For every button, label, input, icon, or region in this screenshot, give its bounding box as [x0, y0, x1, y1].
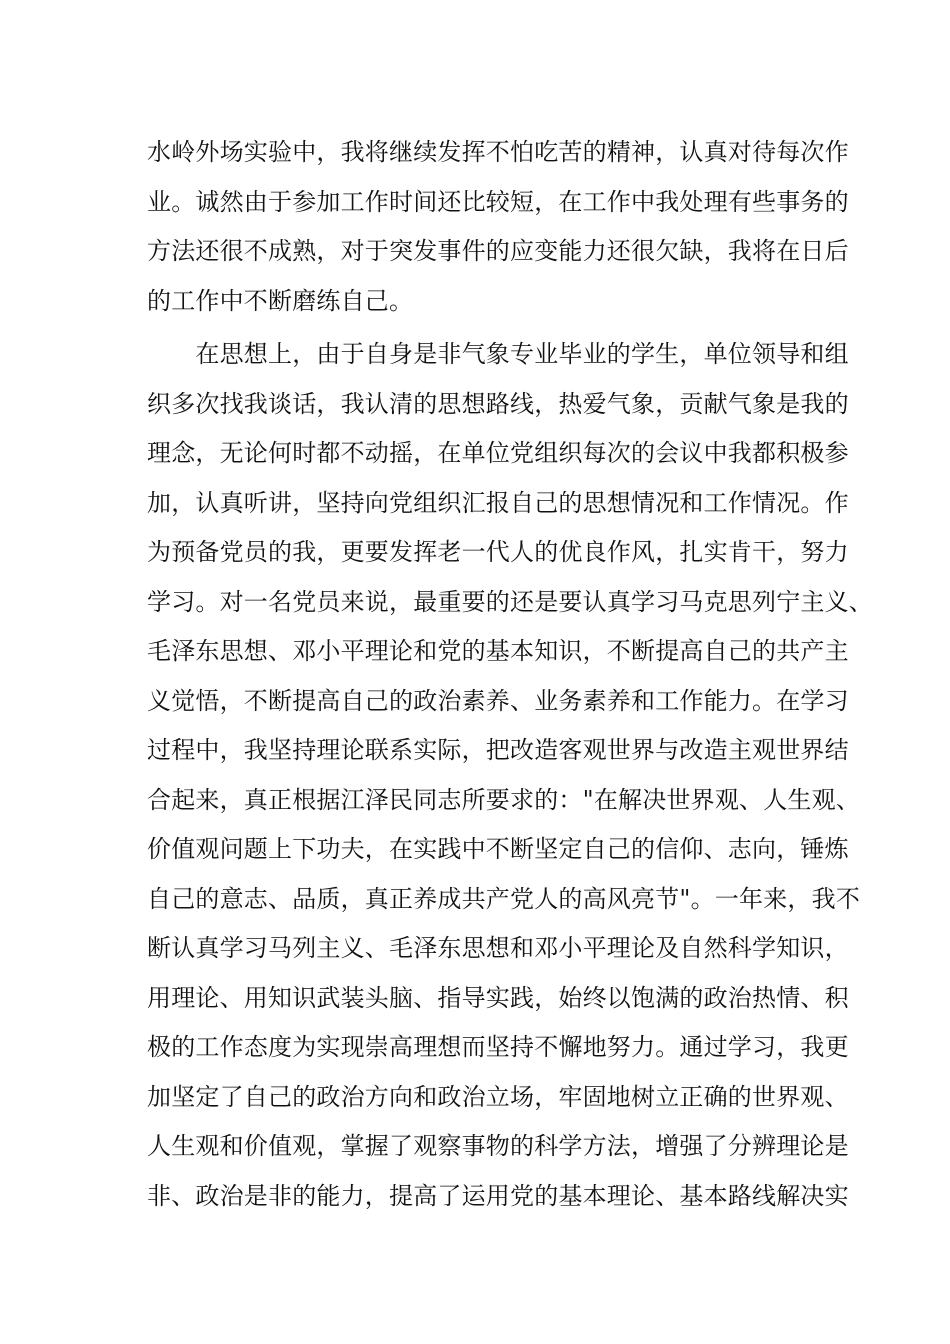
paragraph-1	[147, 128, 849, 326]
text-line: 理念，无论何时都不动摇，在单位党组织每次的会议中我都积极参	[147, 439, 849, 467]
text-line: 为预备党员的我，更要发挥老一代人的优良作风，扎实肯干，努力	[147, 538, 849, 566]
text-line: 非、政治是非的能力，提高了运用党的基本理论、基本路线解决实	[147, 1181, 849, 1210]
text-line: 毛泽东思想、邓小平理论和党的基本知识，不断提高自己的共产主	[147, 637, 849, 665]
text-line: 合起来，真正根据江泽民同志所要求的："在解决世界观、人生观、	[147, 785, 861, 814]
text-line: 水岭外场实验中，我将继续发挥不怕吃苦的精神，认真对待每次作	[147, 138, 849, 166]
paragraph-2	[147, 330, 873, 1221]
text-line: 价值观问题上下功夫，在实践中不断坚定自己的信仰、志向，锤炼	[147, 835, 849, 863]
document-body	[147, 128, 873, 1221]
text-line: 加，认真听讲，坚持向党组织汇报自己的思想情况和工作情况。作	[147, 488, 849, 517]
text-line: 在思想上，由于自身是非气象专业毕业的学生，单位领导和组	[147, 340, 849, 368]
text-line: 的工作中不断磨练自己。	[147, 286, 414, 315]
text-line: 极的工作态度为实现崇高理想而坚持不懈地努力。通过学习，我更	[147, 1033, 849, 1061]
text-line: 方法还很不成熟，对于突发事件的应变能力还很欠缺，我将在日后	[147, 237, 849, 265]
text-line: 义觉悟，不断提高自己的政治素养、业务素养和工作能力。在学习	[147, 686, 849, 715]
text-line: 加坚定了自己的政治方向和政治立场，牢固地树立正确的世界观、	[147, 1082, 849, 1111]
text-line: 织多次找我谈话，我认清的思想路线，热爱气象，贡献气象是我的	[147, 389, 849, 418]
text-line: 断认真学习马列主义、毛泽东思想和邓小平理论及自然科学知识，	[147, 934, 849, 962]
text-line: 用理论、用知识武装头脑、指导实践，始终以饱满的政治热情、积	[147, 983, 849, 1012]
text-line: 自己的意志、品质，真正养成共产党人的高风亮节"。一年来，我不	[147, 884, 861, 913]
text-line: 过程中，我坚持理论联系实际，把改造客观世界与改造主观世界结	[147, 736, 849, 764]
text-line: 学习。对一名党员来说，最重要的还是要认真学习马克思列宁主义、	[147, 587, 873, 616]
text-line: 人生观和价值观，掌握了观察事物的科学方法，增强了分辨理论是	[147, 1132, 849, 1160]
text-line: 业。诚然由于参加工作时间还比较短，在工作中我处理有些事务的	[147, 187, 849, 216]
